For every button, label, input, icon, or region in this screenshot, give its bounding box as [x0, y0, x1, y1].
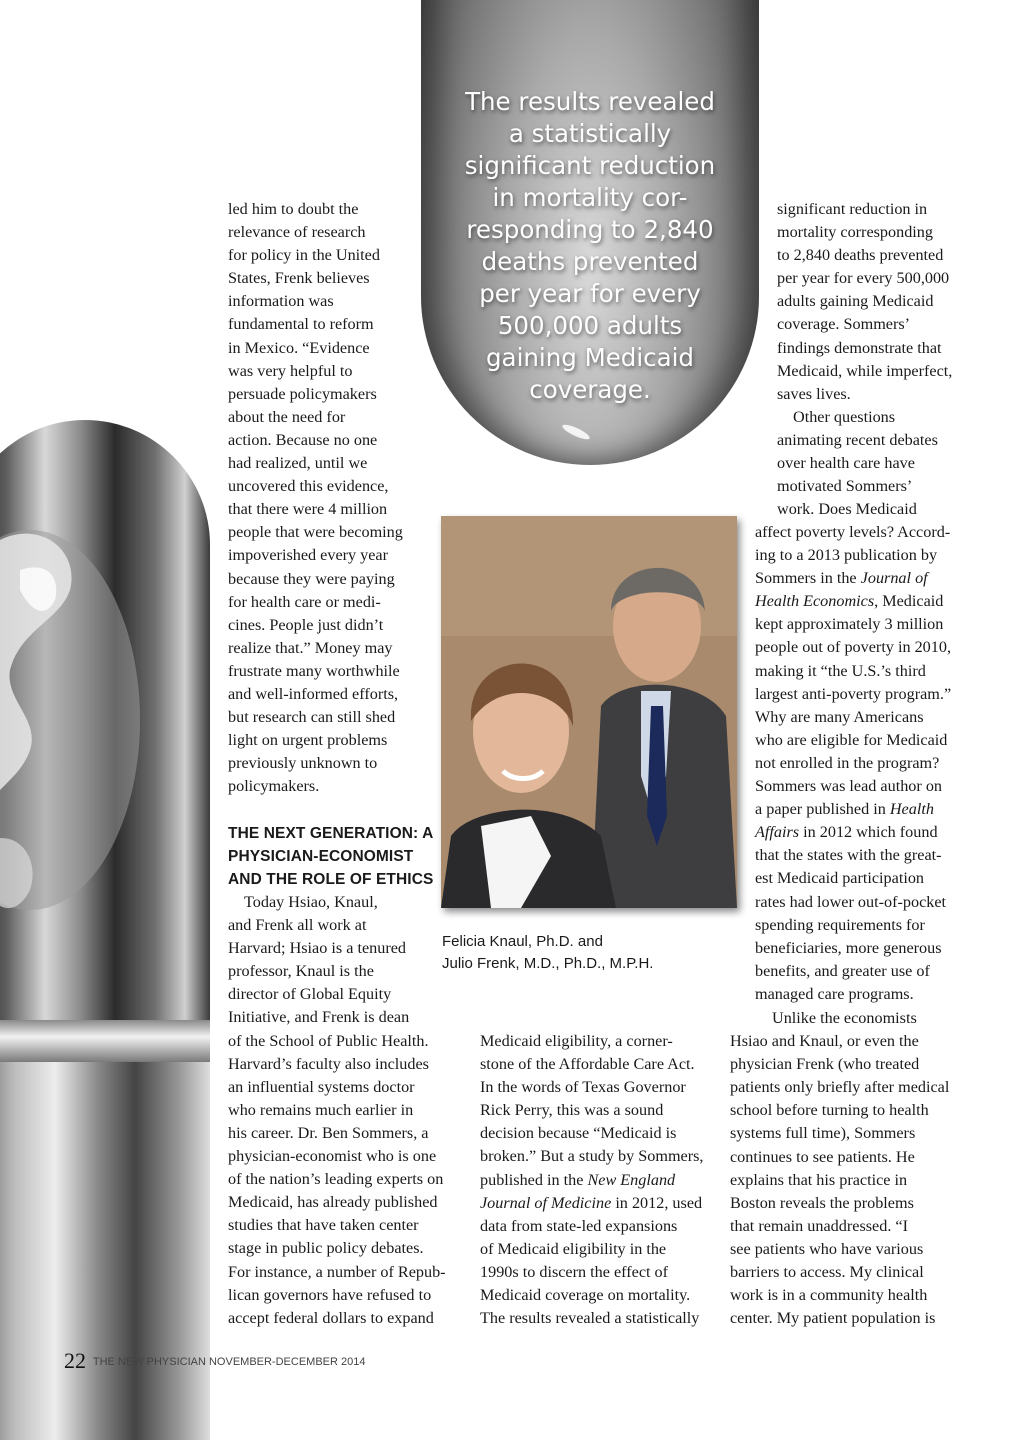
capsule-lower — [0, 1062, 210, 1440]
body-line: Today Hsiao, Knaul, — [244, 893, 378, 911]
pill-glint — [561, 422, 592, 442]
body-line: cines. People just didn’t — [228, 615, 384, 634]
capsule-band — [0, 1020, 210, 1062]
body-line: lican governors have refused to — [228, 1285, 432, 1304]
body-line: largest anti-poverty program.” — [755, 684, 952, 703]
column-1-continued — [228, 891, 446, 1330]
pull-quote-line: 500,000 adults — [497, 311, 683, 340]
body-line: per year for every 500,000 — [777, 269, 950, 288]
photo-caption — [442, 931, 653, 975]
body-text: published in the — [480, 1170, 588, 1189]
body-line: significant reduction in — [777, 200, 928, 218]
body-line: Harvard’s faculty also includes — [228, 1054, 429, 1073]
body-line: of the nation’s leading experts on — [228, 1170, 444, 1189]
journal-title: New England — [587, 1170, 676, 1189]
body-text: Sommers in the — [755, 569, 861, 588]
body-line — [755, 567, 951, 590]
body-line: decision because “Medicaid is — [480, 1124, 677, 1143]
body-line: systems full time), Sommers — [730, 1124, 916, 1143]
body-line: For instance, a number of Repub- — [228, 1262, 446, 1281]
pull-quote-line: a statistically — [508, 119, 672, 148]
body-line: but research can still shed — [228, 708, 396, 727]
body-line: Harvard; Hsiao is a tenured — [228, 939, 406, 958]
journal-title: Journal of Medicine — [480, 1193, 612, 1212]
body-line: beneficiaries, more generous — [755, 938, 942, 957]
journal-title: Health Economics — [755, 592, 875, 611]
body-text: in 2012 which found — [799, 823, 938, 842]
body-line: about the need for — [228, 407, 346, 426]
body-line: led him to doubt the — [228, 200, 359, 218]
body-line: kept approximately 3 million — [755, 615, 944, 634]
body-line: because they were paying — [228, 569, 395, 588]
column-3-top — [777, 198, 952, 521]
section-heading — [228, 822, 433, 891]
body-line: policymakers. — [228, 777, 320, 796]
body-line: physician Frenk (who treated — [730, 1055, 920, 1074]
body-line: physician-economist who is one — [228, 1147, 437, 1166]
body-line: uncovered this evidence, — [228, 477, 389, 496]
body-line: people that were becoming — [228, 523, 403, 542]
body-line: Initiative, and Frenk is dean — [228, 1008, 410, 1027]
body-line: motivated Sommers’ — [777, 477, 913, 496]
pull-quote-line: in mortality cor- — [492, 183, 688, 212]
body-line: to 2,840 deaths prevented — [777, 246, 944, 265]
body-line: frustrate many worthwhile — [228, 661, 400, 680]
body-line: accept federal dollars to expand — [228, 1308, 434, 1327]
body-line: stage in public policy debates. — [228, 1239, 424, 1258]
body-line: who are eligible for Medicaid — [755, 730, 948, 749]
heading-line: THE NEXT GENERATION: A — [228, 825, 434, 842]
body-line — [755, 798, 951, 821]
body-line: stone of the Affordable Care Act. — [480, 1055, 695, 1074]
body-line: explains that his practice in — [730, 1170, 908, 1189]
body-line: for policy in the United — [228, 246, 380, 265]
body-line: continues to see patients. He — [730, 1147, 915, 1166]
caption-line: Felicia Knaul, Ph.D. and — [442, 933, 603, 950]
body-line: fundamental to reform — [228, 315, 374, 334]
body-line: information was — [228, 292, 334, 311]
body-text: a paper published in — [755, 800, 890, 819]
page-footer — [64, 1348, 365, 1374]
body-line: spending requirements for — [755, 915, 925, 934]
body-line: Hsiao and Knaul, or even the — [730, 1032, 919, 1051]
pull-quote-line: coverage. — [529, 375, 651, 404]
body-line: previously unknown to — [228, 754, 378, 773]
body-line: and Frenk all work at — [228, 916, 367, 935]
heading-line: PHYSICIAN-ECONOMIST — [228, 848, 414, 866]
body-line: Rick Perry, this was a sound — [480, 1101, 664, 1120]
body-line: persuade policymakers — [228, 384, 377, 403]
body-line: States, Frenk believes — [228, 269, 370, 288]
body-line: patients only briefly after medical — [730, 1078, 950, 1097]
body-line: Medicaid, has already published — [228, 1193, 438, 1212]
body-line: professor, Knaul is the — [228, 962, 374, 981]
body-line: work is in a community health — [730, 1286, 928, 1305]
body-line: was very helpful to — [228, 361, 353, 380]
body-line: light on urgent problems — [228, 731, 388, 750]
body-line: affect poverty levels? Accord- — [755, 523, 951, 541]
portrait-photo — [441, 516, 737, 908]
body-line: Other questions — [793, 407, 896, 426]
body-line: not enrolled in the program? — [755, 753, 940, 772]
body-line: adults gaining Medicaid — [777, 292, 934, 311]
body-line — [755, 821, 951, 844]
page-number: 22 — [64, 1348, 86, 1373]
body-line: work. Does Medicaid — [777, 500, 917, 519]
body-line: relevance of research — [228, 223, 366, 242]
body-line: ing to a 2013 publication by — [755, 546, 938, 565]
body-line: broken.” But a study by Sommers, — [480, 1147, 704, 1166]
body-line: that the states with the great- — [755, 846, 942, 865]
body-line: making it “the U.S.’s third — [755, 661, 926, 680]
column-1 — [228, 198, 403, 798]
body-line: center. My patient population is — [730, 1309, 936, 1328]
pull-quote-line: significant reduction — [464, 151, 716, 180]
column-2 — [480, 1030, 703, 1330]
body-line: director of Global Equity — [228, 985, 392, 1004]
body-line: saves lives. — [777, 384, 851, 403]
body-line: data from state-led expansions — [480, 1216, 678, 1235]
pull-quote-line: deaths prevented — [481, 247, 699, 276]
body-line: see patients who have various — [730, 1239, 924, 1258]
body-text: in 2012, used — [611, 1193, 703, 1212]
body-line: realize that.” Money may — [228, 638, 393, 657]
body-line: Unlike the economists — [772, 1009, 917, 1027]
pull-quote-line: gaining Medicaid — [486, 343, 694, 372]
column-3-middle — [755, 521, 951, 1006]
body-line: that there were 4 million — [228, 500, 388, 519]
body-line: who remains much earlier in — [228, 1100, 414, 1119]
body-line: barriers to access. My clinical — [730, 1263, 924, 1282]
body-line: an influential systems doctor — [228, 1077, 415, 1096]
body-line: 1990s to discern the effect of — [480, 1262, 669, 1281]
caption-line: Julio Frenk, M.D., Ph.D., M.P.H. — [442, 955, 654, 972]
body-line: and well-informed efforts, — [228, 684, 399, 703]
heading-line: AND THE ROLE OF ETHICS — [228, 871, 434, 889]
body-line: action. Because no one — [228, 430, 378, 449]
body-line: est Medicaid participation — [755, 869, 925, 888]
body-line: In the words of Texas Governor — [480, 1078, 686, 1097]
pull-quote-line: responding to 2,840 — [466, 215, 714, 244]
body-line: coverage. Sommers’ — [777, 315, 911, 334]
body-line: Why are many Americans — [755, 707, 924, 726]
journal-title: Affairs — [755, 823, 800, 842]
body-line — [480, 1169, 703, 1192]
body-line: in Mexico. “Evidence — [228, 338, 370, 357]
body-line: over health care have — [777, 454, 915, 473]
body-line: people out of poverty in 2010, — [755, 638, 952, 657]
body-line: benefits, and greater use of — [755, 961, 930, 980]
body-line: of Medicaid eligibility in the — [480, 1239, 667, 1258]
body-line: Medicaid eligibility, a corner- — [480, 1032, 673, 1050]
body-line — [755, 590, 951, 613]
body-line: that remain unaddressed. “I — [730, 1216, 908, 1235]
pull-quote-line: per year for every — [479, 279, 701, 308]
body-line: studies that have taken center — [228, 1216, 419, 1235]
body-text: , Medicaid — [874, 592, 944, 611]
journal-title: Health — [889, 800, 934, 819]
pull-quote — [440, 86, 740, 406]
body-line: impoverished every year — [228, 546, 389, 565]
body-line: of the School of Public Health. — [228, 1031, 429, 1050]
body-line: Boston reveals the problems — [730, 1193, 914, 1212]
body-line: findings demonstrate that — [777, 338, 942, 357]
body-line: school before turning to health — [730, 1101, 929, 1120]
body-line: had realized, until we — [228, 454, 368, 473]
body-line: his career. Dr. Ben Sommers, a — [228, 1123, 429, 1142]
body-line: for health care or medi- — [228, 592, 381, 611]
body-line — [480, 1192, 703, 1215]
column-3-bottom — [730, 1007, 949, 1330]
footer-text: THE NEW PHYSICIAN NOVEMBER-DECEMBER 2014 — [92, 1356, 366, 1368]
body-line: rates had lower out-of-pocket — [755, 892, 947, 911]
body-line: Medicaid coverage on mortality. — [480, 1286, 691, 1305]
body-line: The results revealed a statistically — [480, 1309, 700, 1328]
body-line: Medicaid, while imperfect, — [777, 361, 953, 380]
decorative-capsule-globe — [0, 420, 210, 1440]
body-line: mortality corresponding — [777, 223, 933, 242]
body-line: animating recent debates — [777, 430, 938, 449]
body-line: Sommers was lead author on — [755, 777, 943, 796]
journal-title: Journal of — [860, 569, 928, 588]
body-line: managed care programs. — [755, 984, 914, 1003]
pull-quote-line: The results revealed — [465, 87, 715, 116]
